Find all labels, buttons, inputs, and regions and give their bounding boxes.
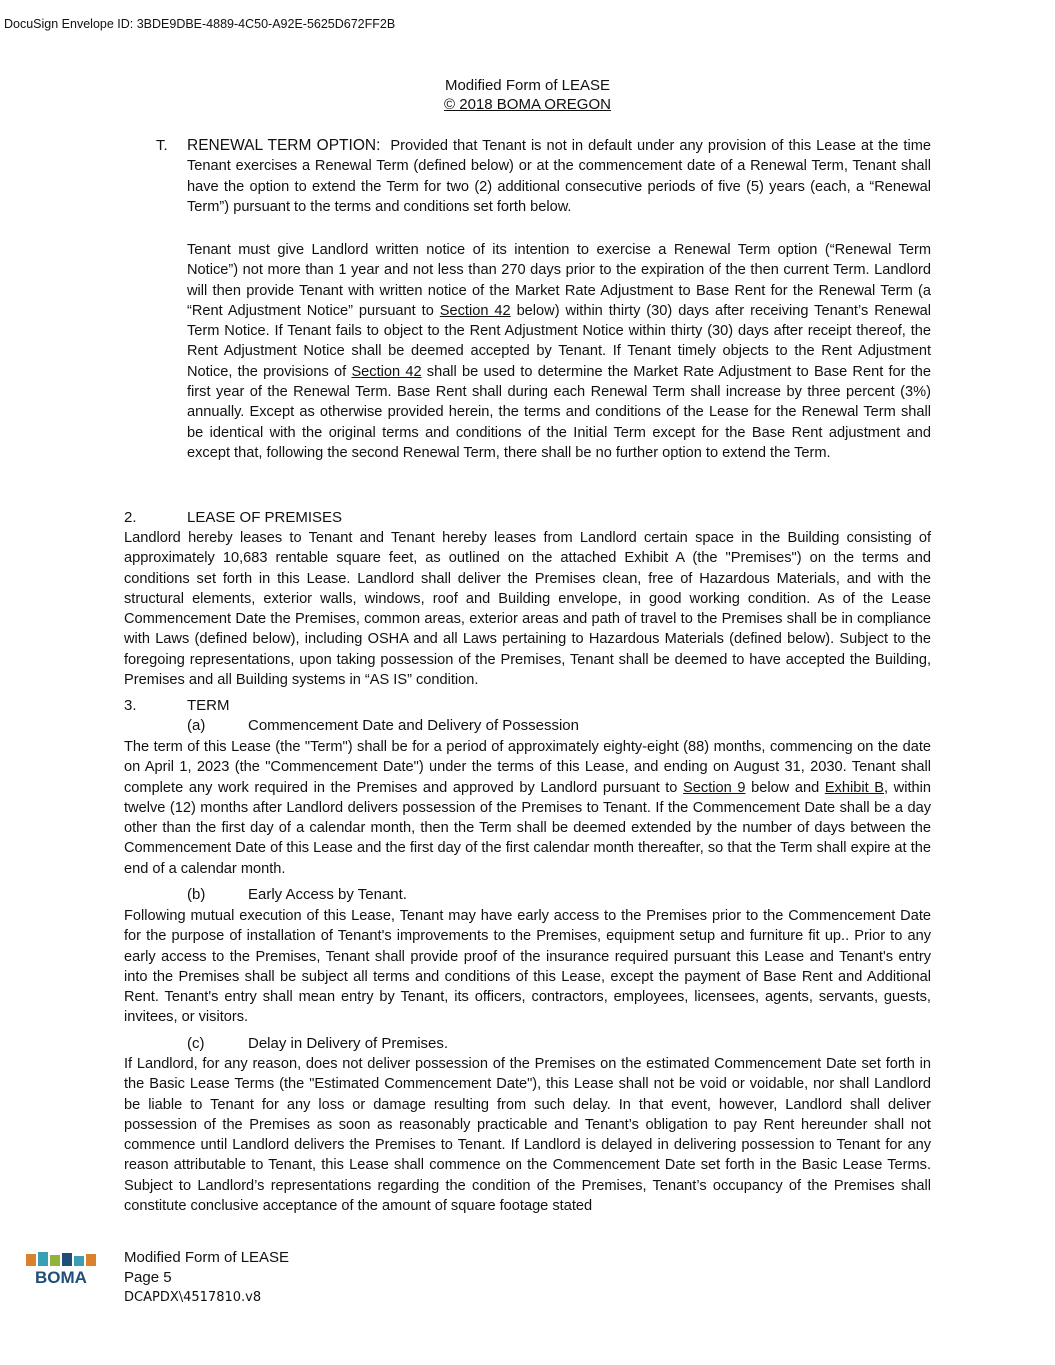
section-3a-body (124, 737, 931, 879)
logo-text: BOMA (35, 1268, 87, 1287)
footer-document-id: DCAPDX\4517810.v8 (124, 1290, 262, 1305)
logo-block-blue (62, 1253, 72, 1266)
section-3-title: TERM (187, 697, 230, 714)
page-footer (124, 1248, 289, 1308)
logo-block-orange-2 (86, 1254, 96, 1266)
section-3a-label: (a) (187, 717, 206, 734)
section-t-body-2b: below) within thirty (30) days after receiving Tenant’s Renewal Term Notice. If Tenant fails to object to the Rent Adjustment Notice within thirty (30) days after receipt thereof, the Rent Adjustment Notice shall be deemed accepted by Tenant. If Tenant timely objects to the Rent Adjustment Notice, the provisions of (187, 302, 931, 380)
section-3-number: 3. (124, 697, 137, 714)
section-3b-label: (b) (187, 886, 206, 903)
footer-page-number: Page 5 (124, 1269, 172, 1286)
header-form-title: Modified Form of LEASE (444, 77, 611, 94)
section-t-body-1: Provided that Tenant is not in default under any provision of this Lease at the time Tenant exercises a Renewal Term (defined below) or at the commencement date of a Renewal Term, Tenant shall have the option to extend the Term for two (2) additional consecutive periods of five (5) years (each, a “Renewal Term”) pursuant to the terms and conditions set forth below. (187, 138, 931, 215)
section-2-title: LEASE OF PREMISES (187, 509, 343, 526)
section-3c-title: Delay in Delivery of Premises. (248, 1035, 449, 1052)
boma-logo (24, 1250, 98, 1290)
logo-block-green (50, 1255, 60, 1266)
section-t-paragraph-2 (187, 240, 931, 463)
section-2-body: Landlord hereby leases to Tenant and Tenant hereby leases from Landlord certain space in the Building consisting of approximately 10,683 rentable square feet, as outlined on the attached Exhibit A (the "Premises") on the terms and conditions set forth in this Lease. Landlord shall deliver the Premises clean, free of Hazardous Materials, and with the structural elements, exterior walls, windows, roof and Building envelope, in good working condition. As of the Lease Commencement Date the Premises, common areas, exterior areas and path of travel to the Premises shall be in compliance with Laws (defined below), including OSHA and all Laws pertaining to Hazardous Materials (defined below). Subject to the foregoing representations, upon taking possession of the Premises, Tenant shall be deemed to have accepted the Building, Premises and all Building systems in “AS IS” condition. (124, 530, 931, 689)
logo-block-teal-2 (74, 1256, 84, 1266)
section-3c-label: (c) (187, 1035, 205, 1052)
section-t-body-2c: shall be used to determine the Market Rate Adjustment to Base Rent for the first year of the Renewal Term. Base Rent shall during each Renewal Term shall increase by three percent (3%) annually. Except as otherwise provided herein, the terms and conditions of the Lease for the Renewal Term shall be identical with the original terms and conditions of the Initial Term except for the Base Rent adjustment and except that, following the second Renewal Term, there shall be no further option to extend the Term. (187, 363, 931, 461)
section-3b-body: Following mutual execution of this Lease, Tenant may have early access to the Premises prior to the Commencement Date for the purpose of installation of Tenant's improvements to the Premises, equipment setup and furniture fit up.. Prior to any early access to the Premises, Tenant shall provide proof of the insurance required pursuant this Lease and Tenant's entry into the Premises shall be subject all terms and conditions of this Lease, except the payment of Base Rent and Additional Rent. Tenant's entry shall mean entry by Tenant, its officers, contractors, employees, licensees, agents, servants, guests, invitees, or visitors. (124, 908, 931, 1026)
section-t-paragraph-1 (187, 136, 931, 217)
section-9-link[interactable]: Section 9 (683, 779, 746, 796)
page-header (0, 76, 1055, 114)
section-3a-body-2: below and (745, 779, 825, 796)
section-2-number: 2. (124, 509, 137, 526)
section-42-link[interactable]: Section 42 (439, 302, 511, 319)
footer-form-title: Modified Form of LEASE (124, 1249, 290, 1266)
exhibit-b-link[interactable]: Exhibit B (824, 779, 884, 796)
logo-block-teal (38, 1252, 48, 1266)
section-3a-body-3: , within twelve (12) months after Landlord delivers possession of the Premises to Tenant. If the Commencement Date shall be a day other than the first day of a calendar month, then the Term shall be deemed extended by the number of days between the Commencement Date of this Lease and the first day of the first calendar month thereafter, so that the Term shall expire at the end of a calendar month. (124, 779, 931, 877)
section-3a-title: Commencement Date and Delivery of Possession (248, 717, 579, 734)
section-t-body-2a: Tenant must give Landlord written notice of its intention to exercise a Renewal Term option (“Renewal Term Notice”) not more than 1 year and not less than 270 days prior to the expiration of the then current Term. Landlord will then provide Tenant with written notice of the Market Rate Adjustment to Base Rent for the Renewal Term (a “Rent Adjustment Notice” pursuant to (187, 242, 931, 319)
section-3a-body-1: The term of this Lease (the "Term") shall be for a period of approximately eighty-eight (88) months, commencing on the date on April 1, 2023 (the "Commencement Date") under the terms of this Lease, and ending on August 31, 2030. Tenant shall complete any work required in the Premises and approved by Landlord pursuant to (124, 739, 931, 796)
docusign-envelope-id: DocuSign Envelope ID: 3BDE9DBE-4889-4C50-A92E-5625D672FF2B (4, 17, 396, 31)
section-t-title: RENEWAL TERM OPTION: (187, 137, 381, 154)
section-42-link-2[interactable]: Section 42 (351, 363, 422, 380)
section-3b-title: Early Access by Tenant. (248, 886, 407, 903)
logo-block-orange (26, 1254, 36, 1266)
section-3c-body: If Landlord, for any reason, does not deliver possession of the Premises on the estimated Commencement Date set forth in the Basic Lease Terms (the "Estimated Commencement Date"), this Lease shall not be void or voidable, nor shall Landlord be liable to Tenant for any loss or damage resulting from such delay. In that event, however, Landlord shall deliver possession of the Premises as soon as reasonably practicable and Tenant’s obligation to pay Rent hereunder shall not commence until Landlord delivers the Premises to Tenant. If Landlord is delayed in delivering possession to Tenant for any reason attributable to Tenant, this Lease shall commence on the Commencement Date set forth in the Basic Lease Terms. Subject to Landlord’s representations regarding the condition of the Premises, Tenant’s occupancy of the Premises shall constitute conclusive acceptance of the amount of square footage stated (124, 1056, 931, 1215)
section-t-label: T. (156, 137, 168, 154)
header-copyright: © 2018 BOMA OREGON (444, 96, 611, 113)
